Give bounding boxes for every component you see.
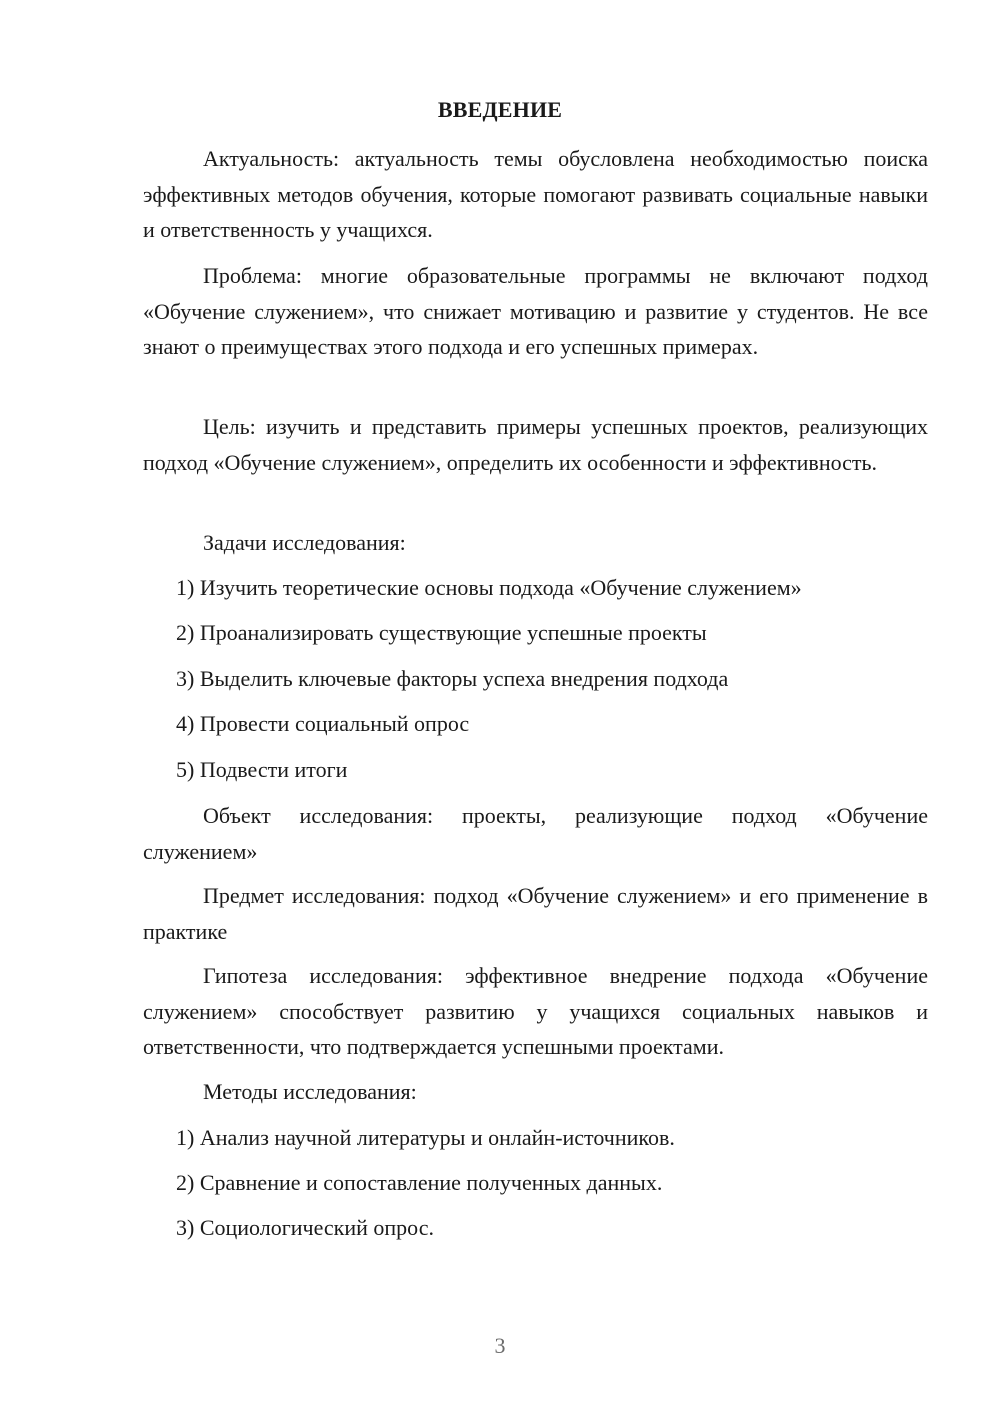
object-paragraph: Объект исследования: проекты, реализующие подход «Обучение служением» xyxy=(143,803,928,864)
methods-heading: Методы исследования: xyxy=(203,1079,417,1104)
subject-paragraph: Предмет исследования: подход «Обучение служением» и его применение в практике xyxy=(143,883,928,944)
page-number: 3 xyxy=(494,1333,506,1358)
task-item: 2) Проанализировать существующие успешные проекты xyxy=(176,620,707,645)
method-item: 1) Анализ научной литературы и онлайн-источников. xyxy=(176,1125,675,1150)
relevance-paragraph: Актуальность: актуальность темы обусловлена необходимостью поиска эффективных методов обучения, которые помогают развивать социальные навыки и ответственность у учащихся. xyxy=(143,146,928,242)
tasks-heading: Задачи исследования: xyxy=(203,530,406,555)
task-item: 5) Подвести итоги xyxy=(176,757,348,782)
problem-paragraph: Проблема: многие образовательные программы не включают подход «Обучение служением», что снижает мотивацию и развитие у студентов. Не все знают о преимуществах этого подхода и его успешных примерах. xyxy=(143,263,928,359)
hypothesis-paragraph: Гипотеза исследования: эффективное внедрение подхода «Обучение служением» способствует развитию у учащихся социальных навыков и ответственности, что подтверждается успешными проектами. xyxy=(143,963,928,1059)
task-item: 1) Изучить теоретические основы подхода «Обучение служением» xyxy=(176,575,802,600)
section-title: ВВЕДЕНИЕ xyxy=(437,97,563,122)
method-item: 2) Сравнение и сопоставление полученных данных. xyxy=(176,1170,663,1195)
method-item: 3) Социологический опрос. xyxy=(176,1215,434,1240)
task-item: 3) Выделить ключевые факторы успеха внедрения подхода xyxy=(176,666,729,691)
task-item: 4) Провести социальный опрос xyxy=(176,711,470,736)
goal-paragraph: Цель: изучить и представить примеры успешных проектов, реализующих подход «Обучение служением», определить их особенности и эффективность. xyxy=(143,414,928,475)
